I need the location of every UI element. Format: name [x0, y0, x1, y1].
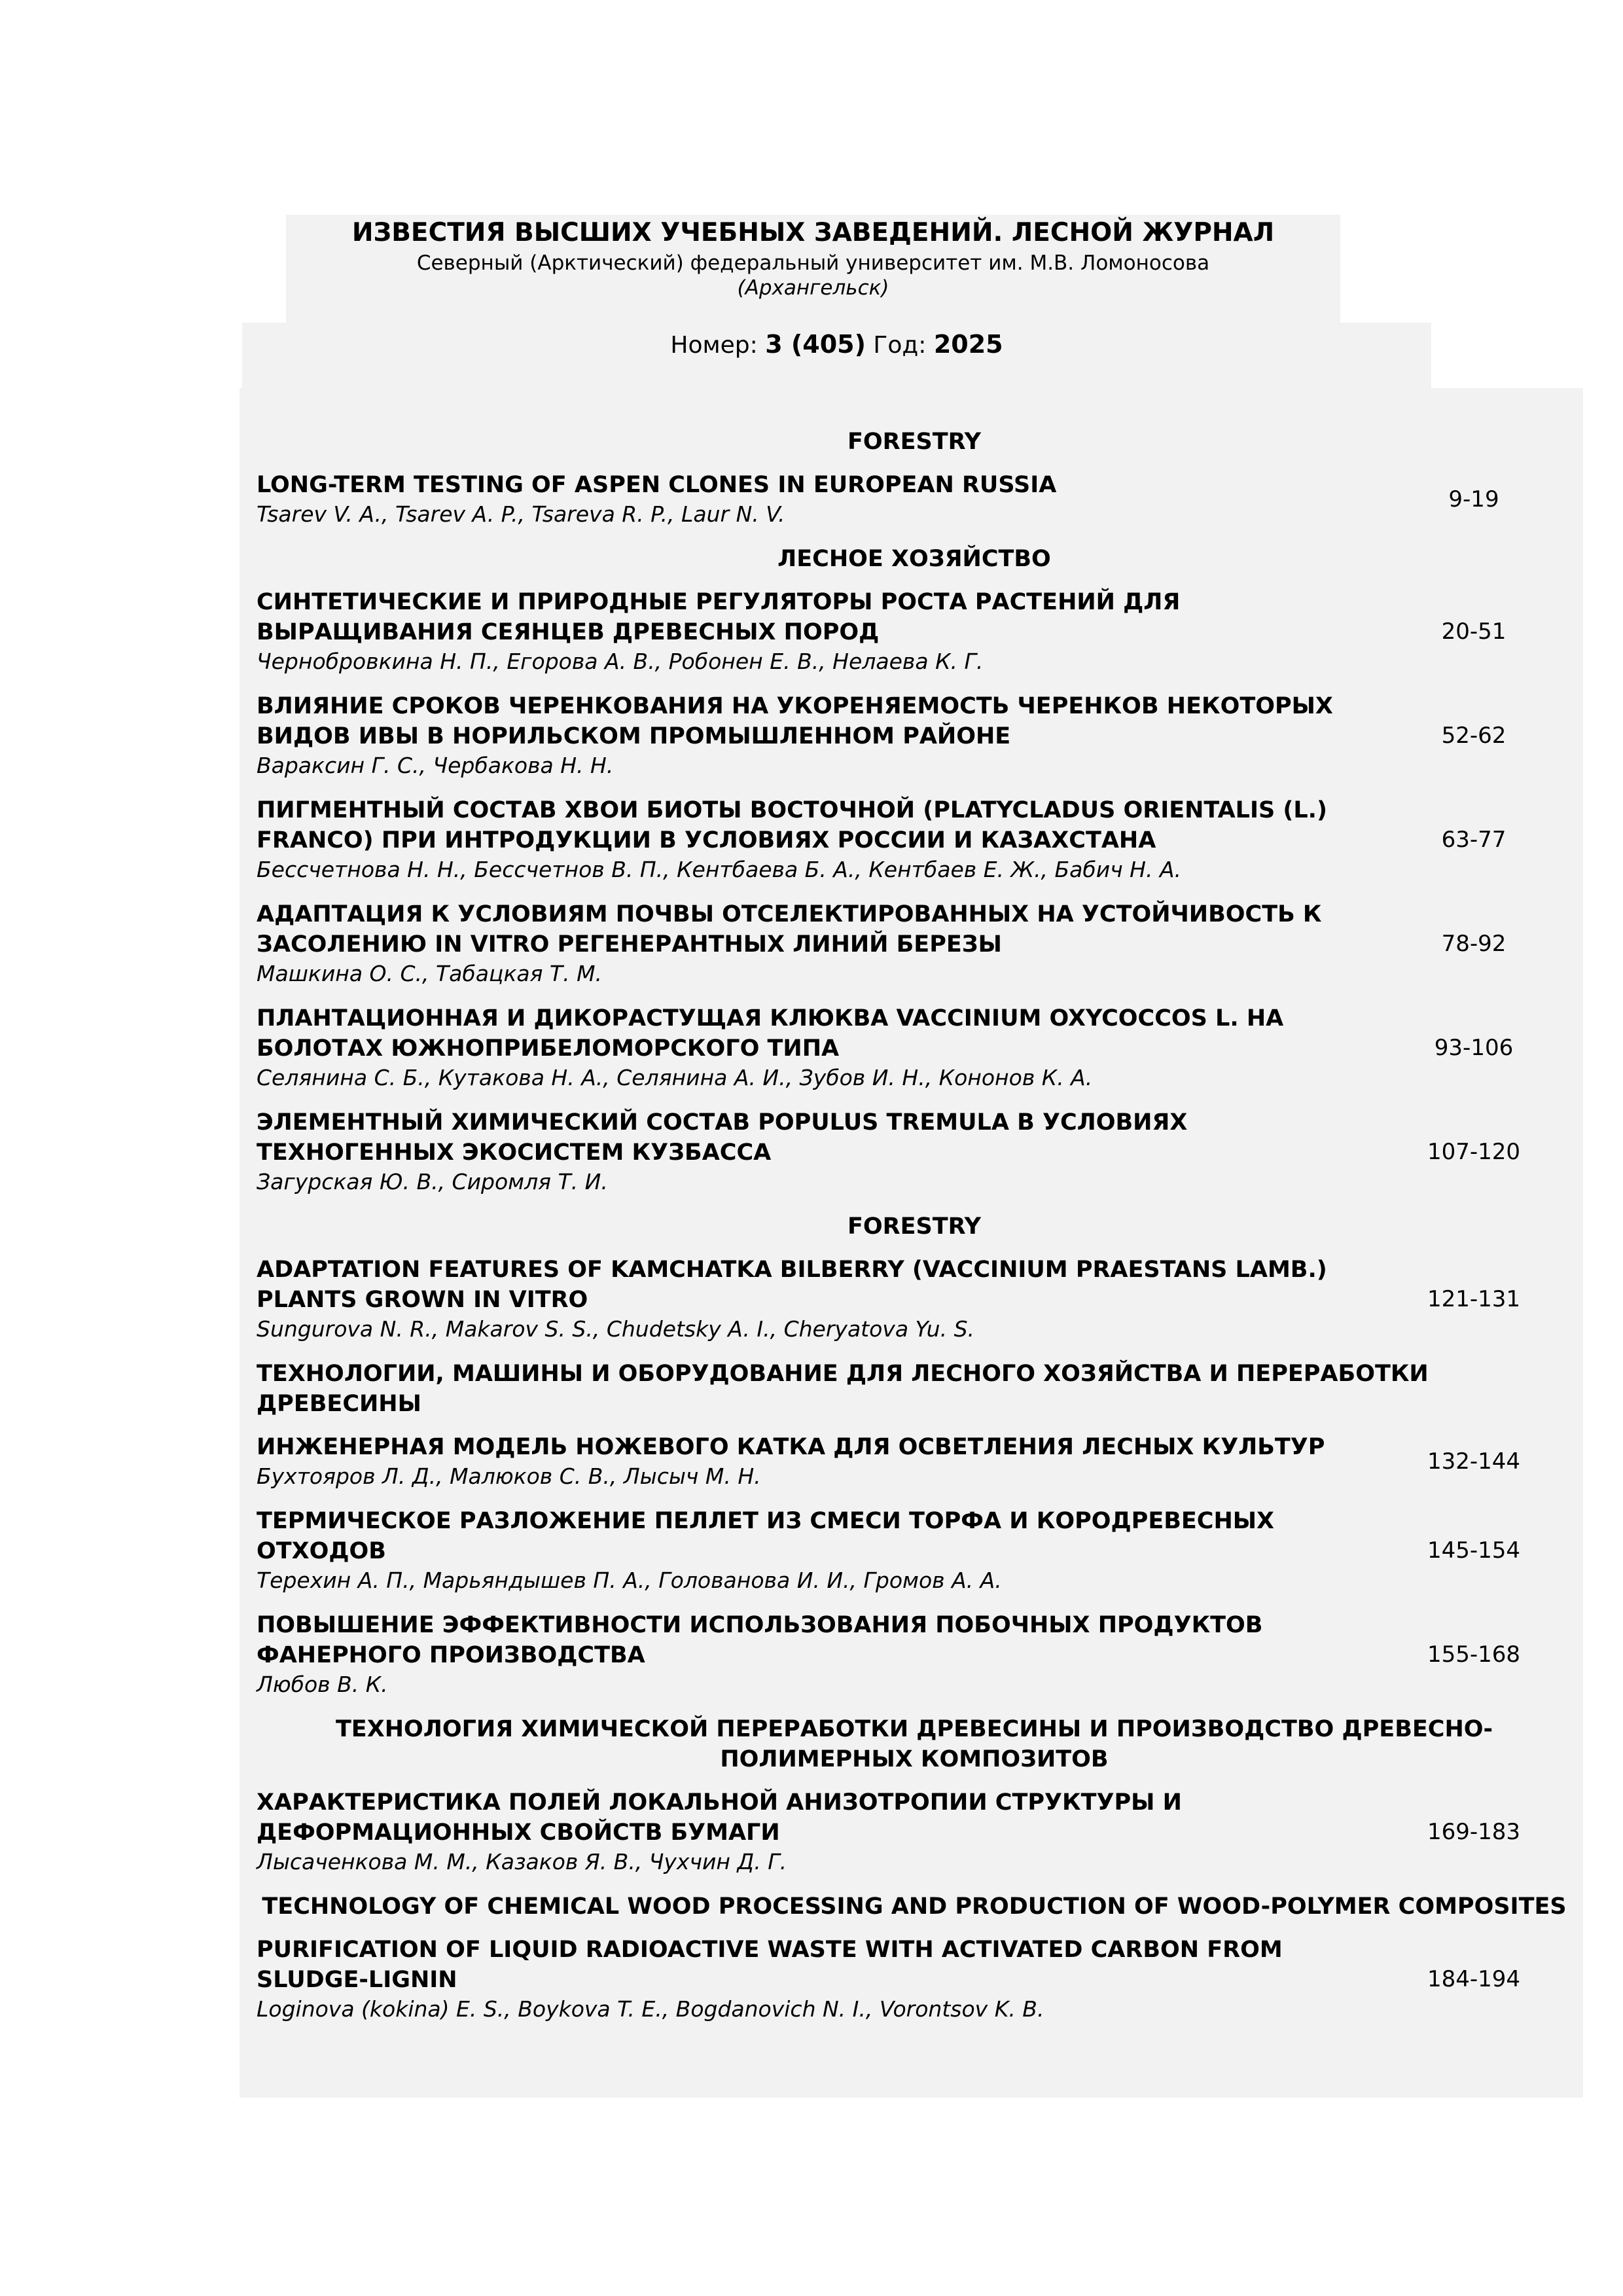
article-title[interactable]: АДАПТАЦИЯ К УСЛОВИЯМ ПОЧВЫ ОТСЕЛЕКТИРОВАННЫХ НА УСТОЙЧИВОСТЬ К ЗАСОЛЕНИЮ IN VITRO РЕГЕНЕРАНТНЫХ ЛИНИЙ БЕРЕЗЫ — [257, 901, 1322, 958]
article-text — [257, 1935, 1369, 2024]
article-title[interactable]: ТЕРМИЧЕСКОЕ РАЗЛОЖЕНИЕ ПЕЛЛЕТ ИЗ СМЕСИ ТОРФА И КОРОДРЕВЕСНЫХ ОТХОДОВ — [257, 1508, 1275, 1564]
article-pages: 184-194 — [1427, 1966, 1521, 1992]
article-text — [257, 1107, 1369, 1196]
section-title: ТЕХНОЛОГИИ, МАШИНЫ И ОБОРУДОВАНИЕ ДЛЯ ЛЕСНОГО ХОЗЯЙСТВА И ПЕРЕРАБОТКИ ДРЕВЕСИНЫ — [257, 1361, 1429, 1417]
article-row — [257, 1787, 1572, 1876]
article-row — [257, 795, 1572, 884]
section-title: TECHNOLOGY OF CHEMICAL WOOD PROCESSING AND PRODUCTION OF WOOD-POLYMER COMPOSITES — [262, 1893, 1567, 1920]
article-title[interactable]: ПОВЫШЕНИЕ ЭФФЕКТИВНОСТИ ИСПОЛЬЗОВАНИЯ ПОБОЧНЫХ ПРОДУКТОВ ФАНЕРНОГО ПРОИЗВОДСТВА — [257, 1612, 1263, 1668]
article-authors: Sungurova N. R., Makarov S. S., Chudetsky A. I., Cheryatova Yu. S. — [257, 1316, 975, 1342]
article-pages: 145-154 — [1427, 1537, 1521, 1564]
article-text — [257, 899, 1369, 988]
article-authors: Чернобровкина Н. П., Егорова А. В., Робонен Е. В., Нелаева К. Г. — [257, 649, 984, 674]
article-row — [257, 1432, 1572, 1491]
issue-number: 3 (405) — [765, 330, 866, 359]
article-title[interactable]: ПЛАНТАЦИОННАЯ И ДИКОРАСТУЩАЯ КЛЮКВА VACCINIUM OXYCOCCOS L. НА БОЛОТАХ ЮЖНОПРИБЕЛОМОРСКОГО ТИПА — [257, 1005, 1284, 1062]
article-text — [257, 1255, 1369, 1344]
article-pages: 78-92 — [1441, 931, 1507, 957]
article-title[interactable]: PURIFICATION OF LIQUID RADIOACTIVE WASTE WITH ACTIVATED CARBON FROM SLUDGE-LIGNIN — [257, 1937, 1283, 1993]
article-title[interactable]: LONG-TERM TESTING OF ASPEN CLONES IN EUROPEAN RUSSIA — [257, 472, 1057, 498]
article-row — [257, 1610, 1572, 1699]
article-text — [257, 795, 1369, 884]
article-pages: 132-144 — [1427, 1448, 1521, 1475]
article-authors: Машкина О. С., Табацкая Т. М. — [257, 961, 603, 986]
section-title: ТЕХНОЛОГИЯ ХИМИЧЕСКОЙ ПЕРЕРАБОТКИ ДРЕВЕСИНЫ И ПРОИЗВОДСТВО ДРЕВЕСНО-ПОЛИМЕРНЫХ КОМПОЗИТОВ — [335, 1716, 1493, 1772]
journal-university: Северный (Арктический) федеральный университет им. М.В. Ломоносова — [416, 251, 1210, 275]
article-authors: Tsarev V. A., Tsarev A. P., Tsareva R. P., Laur N. V. — [257, 501, 785, 527]
table-of-contents — [257, 427, 1572, 2039]
issue-number-label: Номер: — [670, 332, 758, 359]
journal-title: ИЗВЕСТИЯ ВЫСШИХ УЧЕБНЫХ ЗАВЕДЕНИЙ. ЛЕСНОЙ ЖУРНАЛ — [351, 218, 1275, 247]
article-title[interactable]: ADAPTATION FEATURES OF KAMCHATKA BILBERRY (VACCINIUM PRAESTANS LAMB.) PLANTS GROWN IN VITRO — [257, 1257, 1327, 1313]
article-authors: Лысаченкова М. М., Казаков Я. В., Чухчин Д. Г. — [257, 1849, 787, 1874]
article-authors: Бессчетнова Н. Н., Бессчетнов В. П., Кентбаева Б. А., Кентбаев Е. Ж., Бабич Н. А. — [257, 857, 1182, 882]
article-row — [257, 587, 1572, 676]
article-text — [257, 1003, 1369, 1092]
article-row — [257, 899, 1572, 988]
article-pages: 93-106 — [1434, 1035, 1514, 1061]
article-row — [257, 691, 1572, 780]
article-pages: 121-131 — [1427, 1286, 1521, 1312]
article-title[interactable]: ВЛИЯНИЕ СРОКОВ ЧЕРЕНКОВАНИЯ НА УКОРЕНЯЕМОСТЬ ЧЕРЕНКОВ НЕКОТОРЫХ ВИДОВ ИВЫ В НОРИЛЬСКОМ ПРОМЫШЛЕННОМ РАЙОНЕ — [257, 693, 1333, 749]
article-text — [257, 587, 1369, 676]
article-text — [257, 1432, 1369, 1491]
article-authors: Любов В. К. — [257, 1672, 388, 1697]
article-text — [257, 691, 1369, 780]
issue-year: 2025 — [933, 330, 1003, 359]
article-authors: Loginova (kokina) E. S., Boykova T. E., Bogdanovich N. I., Vorontsov K. B. — [257, 1996, 1044, 2022]
section-title: FORESTRY — [847, 1213, 981, 1240]
article-pages: 63-77 — [1441, 827, 1507, 853]
article-row — [257, 470, 1572, 529]
article-row — [257, 1255, 1572, 1344]
article-text — [257, 470, 1369, 529]
article-title[interactable]: ХАРАКТЕРИСТИКА ПОЛЕЙ ЛОКАЛЬНОЙ АНИЗОТРОПИИ СТРУКТУРЫ И ДЕФОРМАЦИОННЫХ СВОЙСТВ БУМАГИ — [257, 1789, 1182, 1846]
article-pages: 9-19 — [1448, 486, 1499, 512]
article-authors: Бухтояров Л. Д., Малюков С. В., Лысыч М. Н. — [257, 1463, 761, 1489]
article-row — [257, 1003, 1572, 1092]
article-title[interactable]: ПИГМЕНТНЫЙ СОСТАВ ХВОИ БИОТЫ ВОСТОЧНОЙ (PLATYCLADUS ORIENTALIS (L.) FRANCO) ПРИ ИНТРОДУКЦИИ В УСЛОВИЯХ РОССИИ И КАЗАХСТАНА — [257, 797, 1327, 853]
article-authors: Загурская Ю. В., Сиромля Т. И. — [257, 1169, 608, 1194]
article-authors: Вараксин Г. С., Чербакова Н. Н. — [257, 753, 614, 778]
article-row — [257, 1935, 1572, 2024]
article-pages: 107-120 — [1427, 1139, 1521, 1165]
article-title[interactable]: ЭЛЕМЕНТНЫЙ ХИМИЧЕСКИЙ СОСТАВ POPULUS TREMULA В УСЛОВИЯХ ТЕХНОГЕННЫХ ЭКОСИСТЕМ КУЗБАССА — [257, 1109, 1188, 1166]
article-pages: 52-62 — [1441, 723, 1507, 749]
section-title: ЛЕСНОЕ ХОЗЯЙСТВО — [777, 546, 1051, 572]
article-pages: 169-183 — [1427, 1819, 1521, 1845]
article-text — [257, 1787, 1369, 1876]
journal-city: (Архангельск) — [737, 276, 889, 300]
article-pages: 20-51 — [1441, 619, 1507, 645]
article-row — [257, 1506, 1572, 1595]
article-pages: 155-168 — [1427, 1641, 1521, 1668]
article-authors: Терехин А. П., Марьяндышев П. А., Голованова И. И., Громов А. А. — [257, 1568, 1002, 1593]
issue-year-label: Год: — [873, 332, 927, 359]
section-title: FORESTRY — [847, 429, 981, 455]
article-authors: Селянина С. Б., Кутакова Н. А., Селянина А. И., Зубов И. Н., Кононов К. А. — [257, 1065, 1093, 1090]
article-title[interactable]: ИНЖЕНЕРНАЯ МОДЕЛЬ НОЖЕВОГО КАТКА ДЛЯ ОСВЕТЛЕНИЯ ЛЕСНЫХ КУЛЬТУР — [257, 1434, 1325, 1460]
article-text — [257, 1506, 1369, 1595]
article-text — [257, 1610, 1369, 1699]
article-row — [257, 1107, 1572, 1196]
article-title[interactable]: СИНТЕТИЧЕСКИЕ И ПРИРОДНЫЕ РЕГУЛЯТОРЫ РОСТА РАСТЕНИЙ ДЛЯ ВЫРАЩИВАНИЯ СЕЯНЦЕВ ДРЕВЕСНЫХ ПОРОД — [257, 589, 1181, 645]
issue-info — [242, 329, 1431, 361]
